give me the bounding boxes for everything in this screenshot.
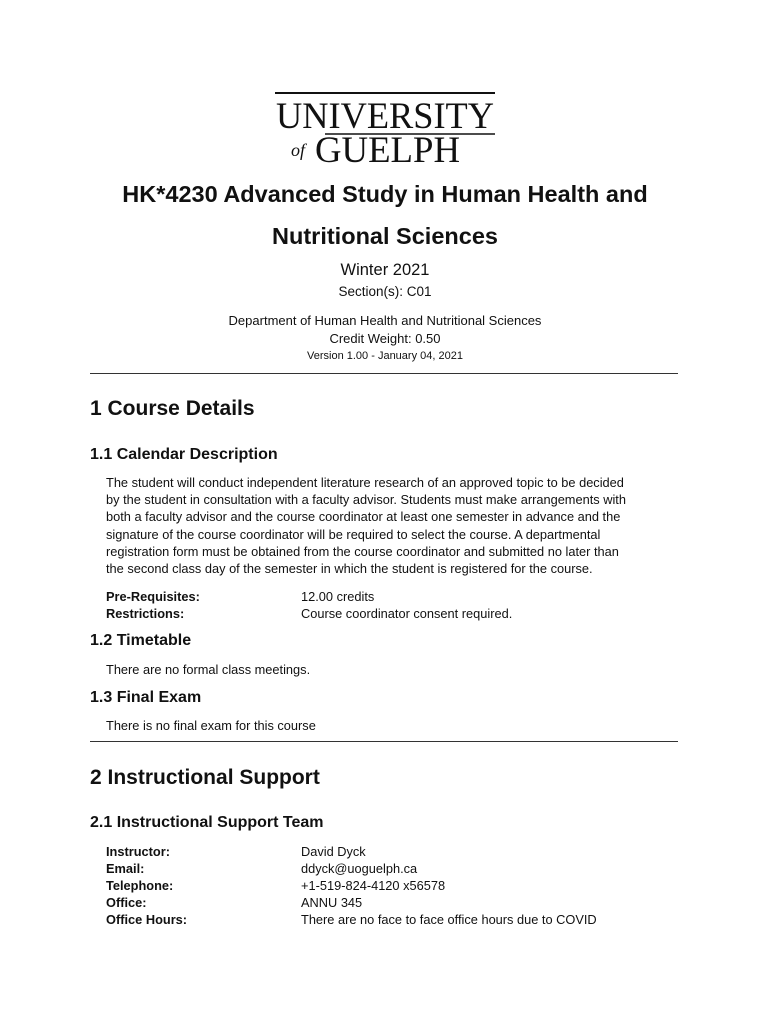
requirement-value: 12.00 credits (301, 589, 375, 604)
section-heading-instructional-support: 2 Instructional Support (90, 766, 320, 789)
term: Winter 2021 (340, 261, 430, 279)
requirement-value: Course coordinator consent required. (301, 606, 513, 621)
office-hours-value: There are no face to face office hours due to COVID (301, 912, 597, 927)
requirement-label: Pre-Requisites: (106, 589, 200, 604)
office-label: Office: (106, 895, 147, 910)
divider (90, 741, 678, 742)
instructor-row (106, 860, 686, 877)
description-line: both a faculty advisor and the course coordinator at least one semester in advance and the (106, 509, 621, 525)
instructor-row (106, 877, 686, 894)
subheading-timetable: 1.2 Timetable (90, 632, 192, 649)
description-line: the second class day of the semester in which the student is registered for the course. (106, 561, 593, 577)
requirement-row (106, 588, 686, 605)
logo-line1: UNIVERSITY (276, 96, 494, 137)
calendar-description (106, 474, 681, 577)
requirements-table (106, 588, 686, 622)
instructor-row (106, 894, 686, 911)
office-hours-label: Office Hours: (106, 912, 188, 927)
description-line: signature of the course coordinator will be required to select the course. A departmental (106, 526, 601, 542)
logo-of: of (291, 140, 306, 160)
telephone-label: Telephone: (106, 878, 174, 893)
department: Department of Human Health and Nutritional Sciences (228, 313, 542, 328)
description-line: The student will conduct independent literature research of an approved topic to be decided (106, 475, 624, 490)
instructor-table (106, 843, 686, 928)
requirement-row (106, 605, 686, 622)
instructor-value: David Dyck (301, 844, 366, 859)
telephone-value: +1-519-824-4120 x56578 (301, 878, 446, 893)
version: Version 1.00 - January 04, 2021 (307, 350, 463, 362)
subheading-support-team: 2.1 Instructional Support Team (90, 814, 324, 831)
subheading-final-exam: 1.3 Final Exam (90, 689, 202, 706)
divider (90, 373, 678, 374)
requirement-label: Restrictions: (106, 606, 185, 621)
timetable-text: There are no formal class meetings. (106, 662, 311, 677)
instructor-label: Instructor: (106, 844, 170, 859)
description-line: by the student in consultation with a faculty advisor. Students must make arrangements with (106, 492, 626, 508)
logo-line2: GUELPH (315, 130, 460, 168)
university-logo (275, 90, 497, 168)
final-exam-text: There is no final exam for this course (106, 718, 316, 733)
instructor-row (106, 843, 686, 860)
course-title-line2: Nutritional Sciences (272, 223, 498, 249)
sections: Section(s): C01 (338, 284, 432, 299)
credit-weight: Credit Weight: 0.50 (329, 331, 441, 346)
description-line: registration form must be obtained from the course coordinator and submitted no later than (106, 543, 619, 559)
office-value: ANNU 345 (301, 895, 363, 910)
email-value: ddyck@uoguelph.ca (301, 861, 418, 876)
email-label: Email: (106, 861, 145, 876)
subheading-calendar-description: 1.1 Calendar Description (90, 446, 278, 463)
section-heading-course-details: 1 Course Details (90, 397, 255, 420)
course-title-line1: HK*4230 Advanced Study in Human Health and (122, 181, 648, 207)
instructor-row (106, 911, 686, 928)
